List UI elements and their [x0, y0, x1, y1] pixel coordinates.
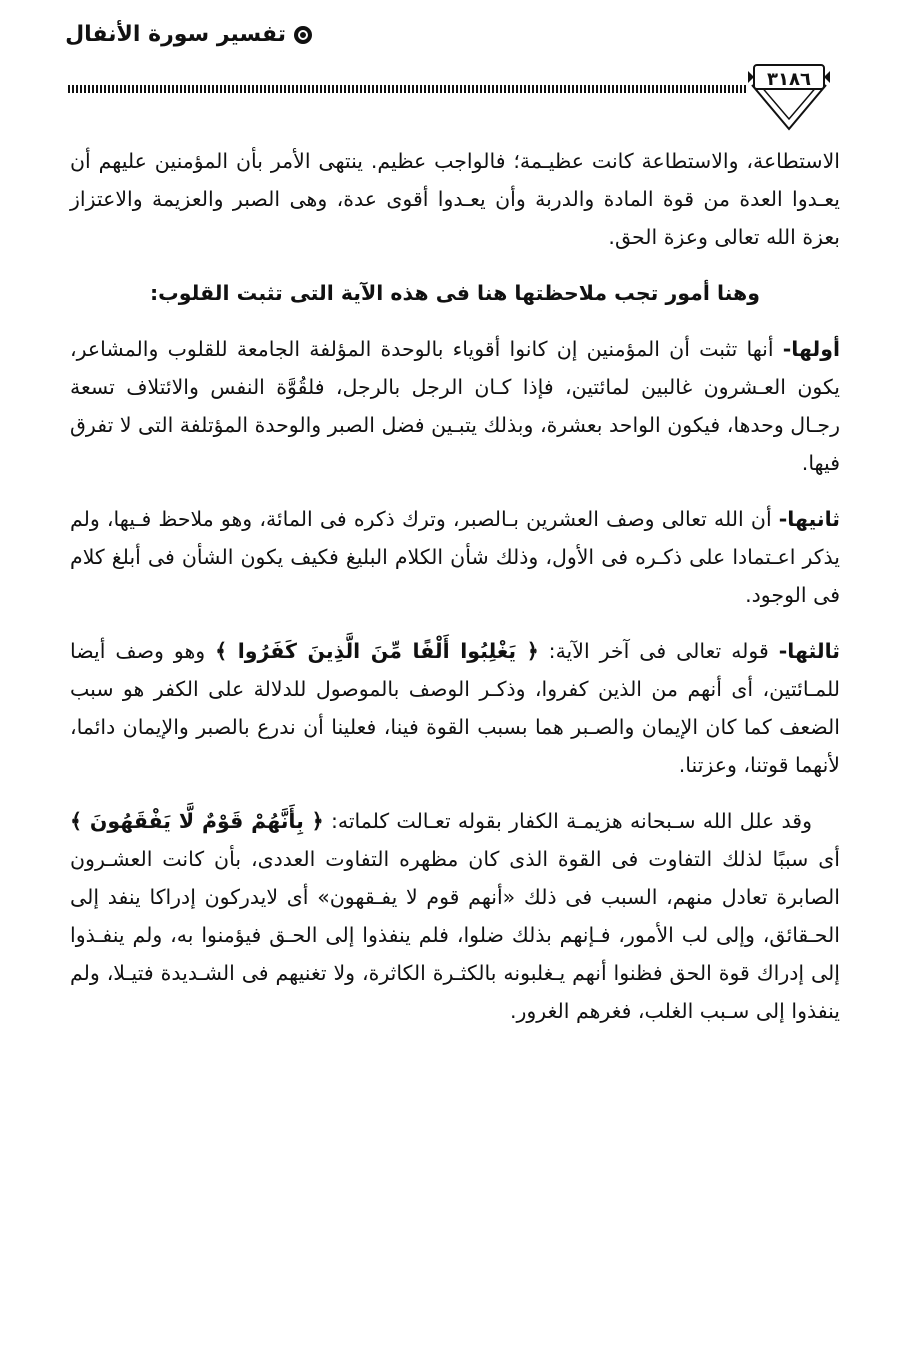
paragraph-final-intro: وقد علل الله سـبحانه هزيمـة الكفار بقوله تعـالت كلماته:: [323, 809, 812, 833]
paragraph-final: [70, 802, 840, 1030]
paragraph-1: الاستطاعة، والاستطاعة كانت عظيـمة؛ فالواجب عظيم. ينتهى الأمر بأن المؤمنين عليهم أن يعـدوا العدة من قوة المادة والدربة وأن يعـدوا أقوى عدة، وهى الصبر والعزيمة والاعتزاز بعزة الله تعالى وعزة الحق.: [70, 149, 840, 249]
page-number-frame-icon: [748, 55, 830, 133]
page-number: ٣١٨٦: [767, 69, 811, 90]
paragraph-final-text: أى سببًا لذلك التفاوت فى القوة الذى كان مظهره التفاوت العددى، بأن كانت العشـرون الصابرة تعادل منهم، السبب فى ذلك «أنهم قوم لا يفـقهون» أى لايدركون إدراكا ينفد إلى الحـقائق، وإلى لب الأمور، فـإنهم بذلك ضلوا، فلم ينفذوا إلى الحـق فيؤمنوا به، ولم ينفـذوا إلى إدراك قوة الحق فظنوا أنهم يـغلبونه بالكثـرة الكاثرة، ولا تغنيهم فى الشـديدة فتيـلا، ولم ينفذوا إلى سـبب الغلب، فغرهم الغرور.: [70, 847, 840, 1023]
paragraph-third-point-intro: قوله تعالى فى آخر الآية:: [538, 639, 779, 663]
paragraph-first-point: [70, 330, 840, 482]
point-label-second: ثانيها-: [778, 507, 840, 531]
paragraph-second-point-text: أن الله تعالى وصف العشرين بـالصبر، وترك ذكره فى المائة، وهو ملاحظ فـيها، ولم يذكر اعـتمادا على ذكـره فى الأول، وذلك شأن الكلام البليغ فكيف يكون الشأن فى أبلغ كلام فى الوجود.: [70, 507, 840, 607]
header-rule: [68, 85, 748, 93]
page-number-badge: [748, 55, 830, 133]
point-label-third: ثالثها-: [778, 639, 840, 663]
running-header: [65, 22, 312, 47]
paragraph-third-point-text: وهو وصف أيضا للمـائتين، أى أنهم من الذين كفروا، وذكـر الوصف بالموصول للدلالة على الكفر هو سبب الضعف كما كان الإيمان والصـبر هما بسبب القوة فينا، فعلينا أن ندرع بالصبر والإيمان دائما، لأنهما قوتنا، وعزتنا.: [70, 639, 840, 777]
point-label-first: أولها-: [782, 337, 840, 361]
body-text: [70, 142, 840, 1048]
paragraph-third-point: [70, 632, 840, 784]
running-title: تفسير سورة الأنفال: [65, 22, 286, 47]
quran-verse-quote: ﴿ يَغْلِبُوا أَلْفًا مِّنَ الَّذِينَ كَفَرُوا ﴾: [215, 639, 539, 663]
section-heading: وهنا أمور تجب ملاحظتها هنا فى هذه الآية التى تثبت القلوب:: [149, 281, 761, 305]
paragraph-first-point-text: أنها تثبت أن المؤمنين إن كانوا أقوياء بالوحدة المؤلفة الجامعة للقلوب والمشاعر، يكون العـشرون غالبين لمائتين، فإذا كـان الرجل بالرجل، فلقُوَّة النفس والائتلاف تسعة رجـال وحدها، فيكون الواحد بعشرة، وبذلك يتبـين فضل الصبر والوحدة المؤتلفة التى لا تفرق فيها.: [70, 337, 840, 475]
quran-verse-quote-2: ﴿ بِأَنَّهُمْ قَوْمٌ لَّا يَفْقَهُونَ ﴾: [70, 809, 324, 833]
ornament-icon: [294, 26, 312, 44]
paragraph-second-point: [70, 500, 840, 614]
